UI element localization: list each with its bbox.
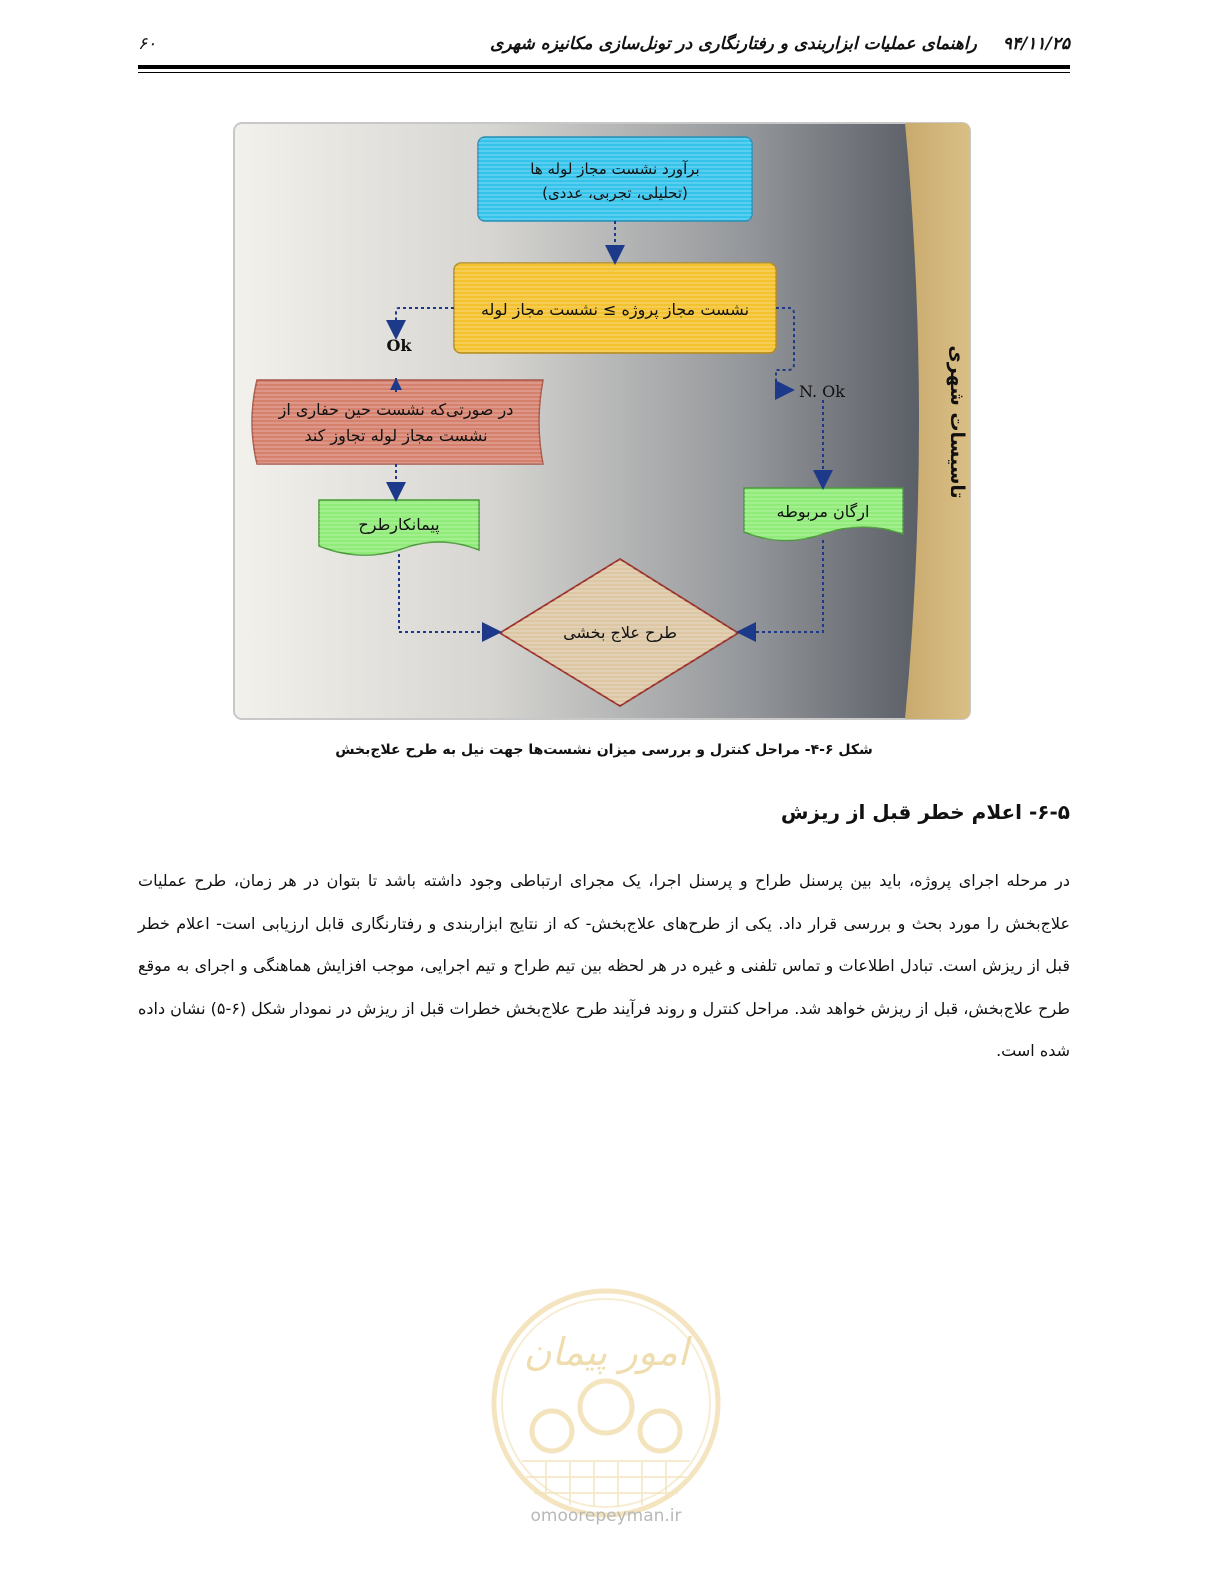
- body-paragraph: در مرحله اجرای پروژه، باید بین پرسنل طراح و پرسنل اجرا، یک مجرای ارتباطی وجود داشته باشد تا بتوان در هر زمان، طرح عملیات علاج‌بخش را مورد بحث و بررسی قرار داد. یکی از طرح‌های علاج‌بخش- که از نتایج ابزاربندی و رفتارنگاری قابل ارزیابی است- اعلام خطر قبل از ریزش است. تبادل اطلاعات و تماس تلفنی و غیره در هر لحظه بین تیم طراح و تیم اجرایی، موجب افزایش هماهنگی و اجرای به موقع طرح علاج‌بخش، قبل از ریزش خواهد شد. مراحل کنترل و روند فرآیند طرح علاج‌بخش خطرات قبل از ریزش در نمودار شکل (۶-۵) نشان داده شده است.: [138, 871, 1071, 1060]
- header-rule-thin: [138, 72, 1070, 73]
- flowchart-diagram: [233, 122, 971, 720]
- nok-label: N. Ok: [799, 382, 845, 401]
- contractor-box-text: پیمانکارطرح: [358, 515, 440, 534]
- header-document-title: راهنمای عملیات ابزاربندی و رفتارنگاری در تونل‌سازی مکانیزه شهری: [490, 34, 977, 54]
- header-date: ۹۴/۱۱/۲۵: [1002, 34, 1070, 54]
- condition-box-line2: نشست مجاز لوله تجاوز کند: [304, 426, 488, 445]
- remedy-diamond-text: طرح علاج بخشی: [563, 623, 677, 642]
- watermark-seal-icon: [482, 1285, 730, 1535]
- watermark-logo-text: امور پیمان: [523, 1330, 689, 1374]
- side-label: تاسیسات شهری: [946, 345, 968, 499]
- estimate-box-line2: (تحلیلی، تجربی، عددی): [542, 184, 688, 202]
- compare-box-text: نشست مجاز پروژه ≥ نشست مجاز لوله: [480, 300, 750, 319]
- page-number: ۶۰: [138, 34, 157, 54]
- watermark-url: omoorepeyman.ir: [530, 1506, 682, 1526]
- figure-caption: شکل ۶-۴- مراحل کنترل و بررسی میزان نشست‌ها جهت نیل به طرح علاج‌بخش: [335, 742, 873, 758]
- condition-box-line1: در صورتی‌که نشست حین حفاری از: [278, 400, 514, 419]
- page-header: [138, 30, 1070, 64]
- section-heading: ۶-۵- اعلام خطر قبل از ریزش: [780, 800, 1070, 824]
- header-rule-thick: [138, 65, 1070, 69]
- flowchart-figure: [233, 122, 971, 720]
- watermark-logo: [482, 1285, 730, 1535]
- ok-label: Ok: [386, 336, 412, 355]
- estimate-box-line1: برآورد نشست مجاز لوله ها: [530, 160, 700, 178]
- header-title: [490, 34, 1070, 54]
- organization-box-text: ارگان مربوطه: [776, 502, 870, 521]
